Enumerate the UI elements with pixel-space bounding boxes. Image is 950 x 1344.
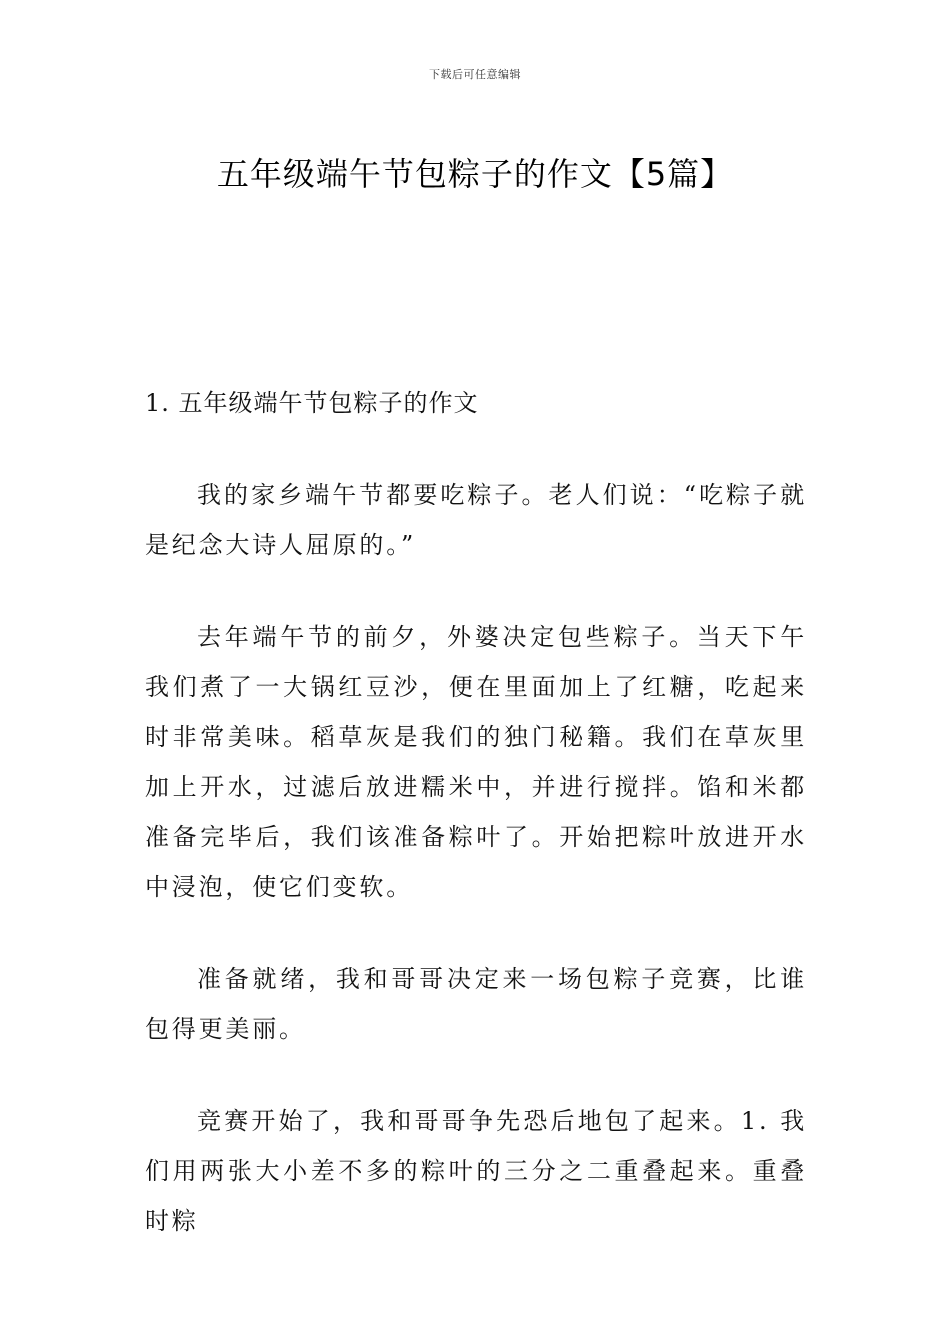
header-note: 下载后可任意编辑 bbox=[429, 68, 521, 81]
paragraph: 准备就绪，我和哥哥决定来一场包粽子竞赛，比谁包得更美丽。 bbox=[145, 965, 807, 1043]
document-title: 五年级端午节包粽子的作文【5篇】 bbox=[216, 155, 734, 194]
paragraph: 我的家乡端午节都要吃粽子。老人们说：“吃粽子就是纪念大诗人屈原的。” bbox=[145, 481, 807, 559]
section-heading: 1. 五年级端午节包粽子的作文 bbox=[145, 389, 479, 417]
document-body bbox=[145, 378, 807, 1288]
paragraph: 竞赛开始了，我和哥哥争先恐后地包了起来。1. 我们用两张大小差不多的粽叶的三分之二重叠起来。重叠时粽 bbox=[145, 1107, 807, 1235]
paragraph: 去年端午节的前夕，外婆决定包些粽子。当天下午我们煮了一大锅红豆沙，便在里面加上了红糖，吃起来时非常美味。稻草灰是我们的独门秘籍。我们在草灰里加上开水，过滤后放进糯米中，并进行搅拌。馅和米都准备完毕后，我们该准备粽叶了。开始把粽叶放进开水中浸泡，使它们变软。 bbox=[145, 623, 807, 901]
